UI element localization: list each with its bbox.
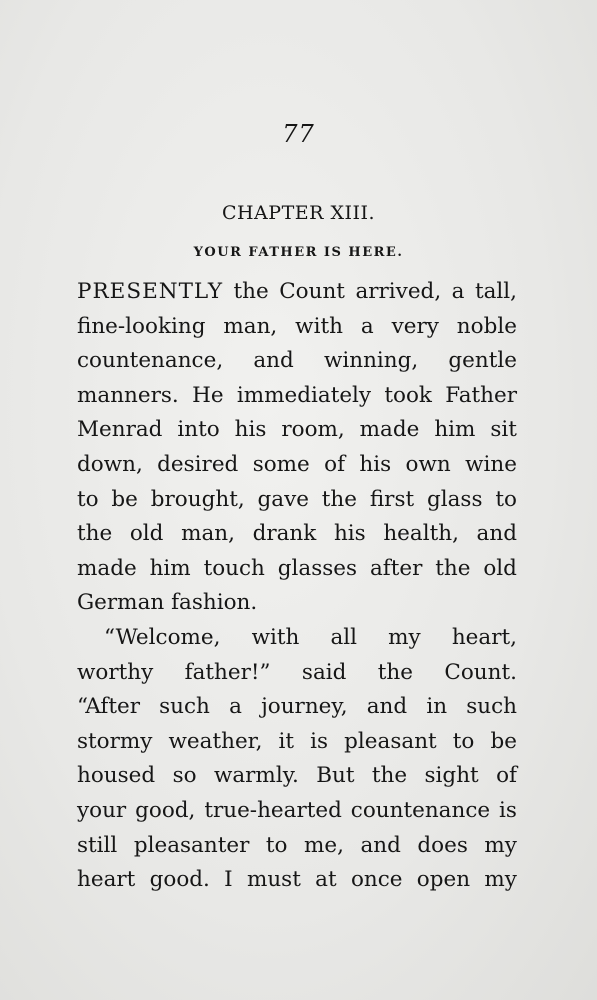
word: his (234, 417, 267, 443)
word: his (333, 521, 366, 547)
text-line (77, 379, 517, 414)
page-number: 77 (282, 120, 315, 148)
text-line (77, 656, 517, 691)
text-line (77, 725, 517, 760)
word: of (496, 763, 517, 789)
text-line (77, 552, 517, 587)
word: sight (424, 763, 479, 789)
chapter-subtitle: YOUR FATHER IS HERE. (193, 245, 404, 260)
word: made (77, 555, 137, 581)
word: pleasant (344, 728, 437, 754)
word: him (149, 555, 191, 581)
word: sit (490, 417, 517, 443)
text-line (77, 483, 517, 518)
word: at (315, 867, 337, 893)
word: some (252, 451, 310, 477)
text-line (77, 275, 517, 310)
word: “After (77, 694, 140, 720)
word: weather, (168, 728, 263, 754)
text-line (77, 448, 517, 483)
word: immediately (236, 382, 372, 408)
word: of (324, 451, 346, 477)
text-line (77, 517, 517, 552)
word: very (391, 313, 439, 339)
word: wine (465, 451, 517, 477)
word: and (366, 694, 408, 720)
word: it (278, 728, 295, 754)
word: touch (203, 555, 265, 581)
word: so (172, 763, 197, 789)
word: old (483, 555, 517, 581)
word: a (451, 279, 465, 304)
word: and (476, 521, 517, 547)
word: Count. (444, 659, 517, 685)
word: took (384, 382, 432, 408)
word: first (369, 486, 415, 512)
word: his (359, 451, 392, 477)
word: once (350, 867, 403, 893)
word: good. (149, 867, 210, 893)
text-line (77, 794, 517, 829)
word: down, (77, 451, 143, 477)
text-line (77, 621, 517, 656)
word: heart, (451, 624, 517, 650)
word: such (466, 694, 517, 720)
word: the (435, 555, 471, 581)
word: He (192, 382, 224, 408)
word: manners. (77, 382, 179, 408)
text-line (77, 586, 517, 621)
word: I (224, 867, 233, 893)
word: father!” (184, 659, 271, 685)
word: health, (383, 521, 459, 547)
word: still (77, 832, 118, 858)
word: worthy (77, 659, 154, 685)
word: me, (303, 832, 344, 858)
word: good, (135, 797, 196, 823)
word: does (417, 832, 468, 858)
text-line (77, 690, 517, 725)
word: brought, (150, 486, 245, 512)
word: said (301, 659, 347, 685)
text-line (77, 863, 517, 898)
word: a (360, 313, 374, 339)
word: my (484, 867, 517, 893)
body-text (77, 275, 517, 898)
word: the (233, 279, 269, 304)
word: man, (223, 313, 278, 339)
text-line (77, 344, 517, 379)
word: gentle (448, 348, 517, 374)
word: and (360, 832, 401, 858)
word: man, (181, 521, 235, 547)
word: “Welcome, (104, 624, 221, 650)
word: to (452, 728, 475, 754)
word: the (77, 521, 113, 547)
word: with (251, 624, 300, 650)
word: the (377, 659, 414, 685)
word: glass (426, 486, 483, 512)
word: be (111, 486, 138, 512)
word: drank (252, 521, 317, 547)
text-line (77, 759, 517, 794)
word: fine-looking (77, 313, 206, 339)
word: after (369, 555, 423, 581)
word: be (490, 728, 517, 754)
word: room, (281, 417, 345, 443)
word: own (405, 451, 451, 477)
word: countenance, (77, 348, 224, 374)
word: is (310, 728, 329, 754)
word: noble (456, 313, 517, 339)
word: the (371, 763, 408, 789)
word: gave (257, 486, 309, 512)
text-line (77, 413, 517, 448)
word: all (330, 624, 358, 650)
word: Menrad (77, 417, 163, 443)
word: to (495, 486, 517, 512)
word: desired (157, 451, 239, 477)
word: But (316, 763, 355, 789)
word: heart (77, 867, 136, 893)
word: German (77, 590, 165, 616)
word: my (484, 832, 517, 858)
word: must (246, 867, 301, 893)
word: is (499, 797, 517, 823)
word: and (253, 348, 294, 374)
word: housed (77, 763, 156, 789)
word: winning, (323, 348, 419, 374)
word: old (129, 521, 164, 547)
text-line (77, 829, 517, 864)
word: journey, (261, 694, 348, 720)
word: Father (445, 382, 517, 408)
word: arrived, (355, 279, 442, 304)
word: pleasanter (133, 832, 250, 858)
word: into (177, 417, 220, 443)
word: open (416, 867, 471, 893)
word: tall, (474, 279, 517, 304)
word: such (159, 694, 210, 720)
word: stormy (77, 728, 153, 754)
word: to (77, 486, 99, 512)
word: true-hearted (204, 797, 342, 823)
text-line (77, 310, 517, 345)
word: PRESENTLY (77, 279, 224, 304)
word: a (229, 694, 242, 720)
word: with (295, 313, 343, 339)
word: glasses (277, 555, 358, 581)
word: the (321, 486, 357, 512)
word: him (434, 417, 476, 443)
word: made (359, 417, 420, 443)
word: my (388, 624, 421, 650)
word: Count (279, 279, 345, 304)
word: to (265, 832, 288, 858)
chapter-title: CHAPTER XIII. (221, 202, 376, 224)
word: in (426, 694, 448, 720)
word: countenance (350, 797, 491, 823)
word: warmly. (213, 763, 299, 789)
word: fashion. (171, 590, 258, 616)
word: your (77, 797, 127, 823)
